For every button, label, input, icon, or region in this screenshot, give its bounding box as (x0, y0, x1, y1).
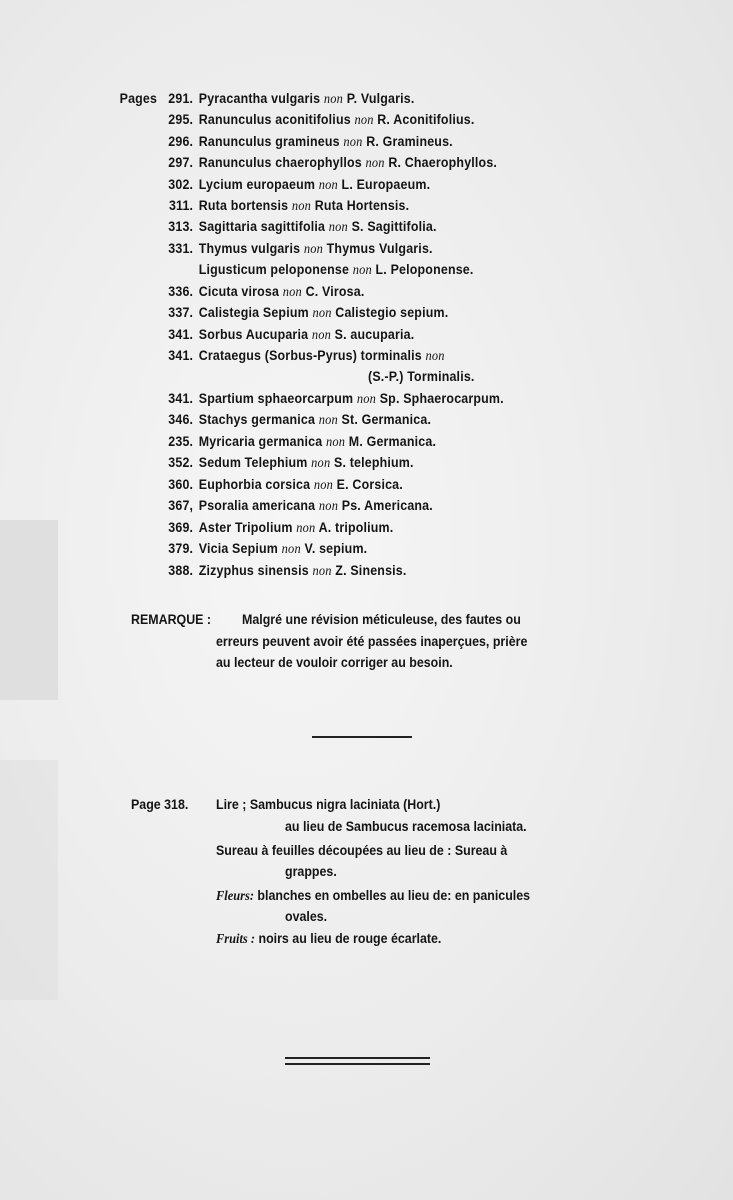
fleurs-label: Fleurs: (216, 888, 254, 903)
non-word: non (328, 219, 348, 234)
wrong-name: Aster Tripolium (198, 520, 293, 535)
remarque-line: erreurs peuvent avoir été passées inaperçues, prière (216, 634, 528, 649)
non-word: non (356, 391, 377, 406)
page-number: 369. (168, 520, 194, 535)
errata-text (199, 219, 437, 235)
correct-name: Sambucus nigra laciniata (249, 797, 400, 812)
wrong-name: Cicuta virosa (198, 284, 280, 299)
lire-text: Lire ; (216, 797, 247, 812)
hort-text: (Hort.) (403, 797, 441, 812)
errata-text (199, 112, 475, 128)
wrong-name: Thymus vulgaris (198, 241, 301, 256)
wrong-name: Stachys germanica (198, 412, 316, 427)
non-word: non (318, 412, 338, 427)
page-number: 352. (168, 455, 194, 470)
correct-name: S. aucuparia. (334, 327, 415, 342)
correct-name: S. Sagittifolia. (351, 219, 437, 234)
errata-text (199, 498, 433, 514)
correct-name: S. telephium. (333, 455, 414, 470)
correct-name: E. Corsica. (336, 477, 403, 492)
page-number: 291. (168, 91, 194, 106)
errata-text (199, 284, 365, 300)
correct-name: R. Chaerophyllos. (388, 155, 498, 170)
fleurs-text: blanches en ombelles au lieu de: en panicules (257, 888, 531, 903)
correct-name: Calistegio sepium. (335, 305, 449, 320)
errata-text (199, 455, 414, 471)
wrong-name: Myricaria germanica (198, 434, 323, 449)
page-number: 296. (168, 134, 194, 149)
errata-text (199, 262, 474, 278)
non-word: non (313, 477, 334, 492)
wrong-name: Pyracantha vulgaris (198, 91, 321, 106)
correct-name: L. Peloponense. (375, 262, 474, 277)
correct-name: St. Germanica. (341, 412, 432, 427)
errata-text (199, 134, 453, 150)
double-rule-bottom (285, 1063, 430, 1065)
page-number: 235. (168, 434, 194, 449)
wrong-name: Ranunculus gramineus (198, 134, 340, 149)
fruits-line (216, 931, 441, 947)
wrong-name: Sorbus Aucuparia (198, 327, 309, 342)
fruits-text: noirs au lieu de rouge écarlate. (258, 931, 442, 946)
errata-text (199, 412, 431, 428)
page-number: 341. (168, 391, 194, 406)
correct-name: Thymus Vulgaris. (326, 241, 433, 256)
non-word: non (281, 541, 301, 556)
non-word: non (291, 198, 312, 213)
errata-text (199, 541, 368, 557)
errata-text (199, 241, 433, 257)
non-word: non (282, 284, 302, 299)
non-word: non (303, 241, 324, 256)
non-word: non (352, 262, 372, 277)
correct-name: P. Vulgaris. (346, 91, 415, 106)
page-number: 346. (168, 412, 194, 427)
remarque-line: au lecteur de vouloir corriger au besoin. (216, 655, 453, 670)
correct-name: (S.-P.) Torminalis. (368, 369, 475, 384)
sureau-line: Sureau à feuilles découpées au lieu de : Sureau à (216, 843, 508, 858)
correct-name: A. tripolium. (318, 520, 394, 535)
non-word: non (311, 327, 332, 342)
page-number: 337. (168, 305, 194, 320)
wrong-name: Sambucus racemosa laciniata. (345, 819, 527, 834)
remarque-line: Malgré une révision méticuleuse, des fautes ou (242, 612, 521, 627)
correct-name: M. Germanica. (348, 434, 437, 449)
page-number: 331. (168, 241, 194, 256)
scan-shadow (0, 520, 58, 700)
page-number: 311. (168, 198, 194, 213)
non-word: non (323, 91, 344, 106)
scan-shadow (0, 760, 58, 1000)
page-number: 341. (168, 327, 194, 342)
page318-label: Page 318. (131, 797, 189, 812)
correct-name: Ruta Hortensis. (314, 198, 410, 213)
wrong-name: Lycium europaeum (198, 177, 316, 192)
non-word: non (425, 348, 445, 363)
wrong-name: Sedum Telephium (198, 455, 308, 470)
wrong-name: Ranunculus aconitifolius (198, 112, 351, 127)
errata-text (199, 177, 430, 193)
correct-name: L. Europaeum. (341, 177, 431, 192)
page318-line1 (216, 797, 440, 812)
errata-text (368, 369, 475, 385)
page-number: 295. (168, 112, 194, 127)
separator-rule (312, 736, 412, 738)
page-number: 336. (168, 284, 194, 299)
wrong-name: Ligusticum peloponense (198, 262, 350, 277)
errata-text (199, 155, 497, 171)
correct-name: V. sepium. (304, 541, 368, 556)
pages-label: Pages (119, 91, 158, 106)
remarque-label: REMARQUE : (131, 612, 212, 627)
wrong-name: Psoralia americana (198, 498, 316, 513)
non-word: non (325, 434, 346, 449)
fleurs-line (216, 888, 530, 904)
sureau-line: grappes. (285, 864, 337, 879)
errata-text (199, 477, 403, 493)
wrong-name: Ruta bortensis (198, 198, 289, 213)
errata-text (199, 563, 407, 579)
wrong-name: Euphorbia corsica (198, 477, 311, 492)
non-word: non (312, 305, 332, 320)
errata-text (199, 434, 436, 450)
non-word: non (312, 563, 332, 578)
non-word: non (365, 155, 385, 170)
wrong-name: Vicia Sepium (198, 541, 279, 556)
correct-name: C. Virosa. (305, 284, 365, 299)
wrong-name: Spartium sphaeorcarpum (198, 391, 354, 406)
page-number: 367, (168, 498, 194, 513)
wrong-name: Crataegus (Sorbus-Pyrus) torminalis (198, 348, 422, 363)
wrong-name: Sagittaria sagittifolia (198, 219, 326, 234)
au-lieu-text: au lieu de (285, 819, 343, 834)
correct-name: Z. Sinensis. (335, 563, 407, 578)
wrong-name: Calistegia Sepium (198, 305, 309, 320)
non-word: non (354, 112, 374, 127)
correct-name: Ps. Americana. (341, 498, 433, 513)
double-rule-top (285, 1057, 430, 1059)
page-number: 388. (168, 563, 194, 578)
fleurs-line: ovales. (285, 909, 328, 924)
errata-text (199, 391, 504, 407)
non-word: non (318, 498, 339, 513)
non-word: non (318, 177, 338, 192)
non-word: non (311, 455, 331, 470)
wrong-name: Ranunculus chaerophyllos (198, 155, 362, 170)
correct-name: R. Gramineus. (366, 134, 453, 149)
errata-text (199, 520, 394, 536)
page-number: 302. (168, 177, 194, 192)
non-word: non (343, 134, 363, 149)
non-word: non (296, 520, 316, 535)
errata-text (199, 327, 415, 343)
correct-name: Sp. Sphaerocarpum. (379, 391, 504, 406)
fruits-label: Fruits : (216, 931, 256, 946)
page-number: 379. (168, 541, 194, 556)
correct-name: R. Aconitifolius. (377, 112, 475, 127)
page-number: 313. (168, 219, 194, 234)
page318-line2 (285, 819, 527, 834)
wrong-name: Zizyphus sinensis (198, 563, 309, 578)
errata-text (199, 305, 449, 321)
errata-text (199, 198, 410, 214)
errata-text (199, 91, 415, 107)
errata-text (199, 348, 445, 364)
page-number: 360. (168, 477, 194, 492)
page-number: 297. (168, 155, 194, 170)
page-number: 341. (168, 348, 194, 363)
